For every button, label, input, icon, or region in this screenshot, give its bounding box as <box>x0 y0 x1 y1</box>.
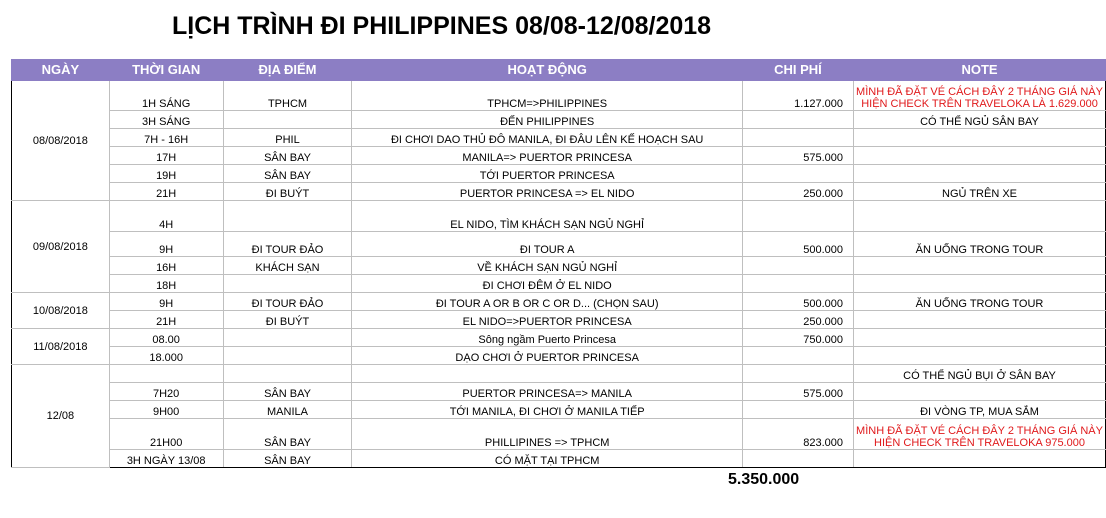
time-cell: 9H00 <box>109 401 223 419</box>
note-cell <box>854 165 1106 183</box>
time-cell: 18.000 <box>109 347 223 365</box>
note-cell <box>854 201 1106 232</box>
table-row <box>12 201 1106 232</box>
place-cell: ĐI TOUR ĐẢO <box>223 232 352 257</box>
cost-cell: 575.000 <box>742 147 853 165</box>
activity-cell: EL NIDO=>PUERTOR PRINCESA <box>352 311 742 329</box>
header-row <box>12 60 1106 81</box>
time-cell: 1H SÁNG <box>109 81 223 111</box>
place-cell <box>223 201 352 232</box>
activity-cell: CÓ MẶT TẠI TPHCM <box>352 450 742 468</box>
table-row <box>12 183 1106 201</box>
time-cell <box>109 365 223 383</box>
header-place: ĐỊA ĐIỂM <box>223 60 352 81</box>
note-cell: NGỦ TRÊN XE <box>854 183 1106 201</box>
time-cell: 9H <box>109 232 223 257</box>
table-row <box>12 257 1106 275</box>
header-activity: HOẠT ĐỘNG <box>352 60 742 81</box>
time-cell: 7H20 <box>109 383 223 401</box>
table-row <box>12 419 1106 450</box>
table-row <box>12 165 1106 183</box>
cost-cell <box>742 111 853 129</box>
cost-cell: 1.127.000 <box>742 81 853 111</box>
place-cell <box>223 329 352 347</box>
cost-cell: 250.000 <box>742 311 853 329</box>
place-cell <box>223 275 352 293</box>
activity-cell: ĐI CHƠI DAO THỦ ĐÔ MANILA, ĐI ĐÂU LÊN KẾ HOẠCH SAU <box>352 129 742 147</box>
date-cell: 12/08 <box>12 365 110 468</box>
cost-cell <box>742 129 853 147</box>
note-cell <box>854 383 1106 401</box>
activity-cell: Sông ngầm Puerto Princesa <box>352 329 742 347</box>
activity-cell: VỀ KHÁCH SẠN NGỦ NGHỈ <box>352 257 742 275</box>
schedule-table <box>11 59 1106 468</box>
activity-cell: ĐI CHƠI ĐÊM Ở EL NIDO <box>352 275 742 293</box>
table-row <box>12 401 1106 419</box>
activity-cell: TPHCM=>PHILIPPINES <box>352 81 742 111</box>
time-cell: 21H <box>109 311 223 329</box>
note-line: HIỆN CHECK TRÊN TRAVELOKA LÀ 1.629.000 <box>861 98 1098 110</box>
cost-cell: 250.000 <box>742 183 853 201</box>
cost-cell: 750.000 <box>742 329 853 347</box>
total-cost: 5.350.000 <box>728 471 800 488</box>
header-day: NGÀY <box>12 60 110 81</box>
time-cell: 3H NGÀY 13/08 <box>109 450 223 468</box>
time-cell: 21H00 <box>109 419 223 450</box>
note-cell <box>854 329 1106 347</box>
cost-cell: 500.000 <box>742 232 853 257</box>
note-cell: CÓ THỂ NGỦ SÂN BAY <box>854 111 1106 129</box>
note-cell: CÓ THỂ NGỦ BỤI Ở SÂN BAY <box>854 365 1106 383</box>
activity-cell: TỚI MANILA, ĐI CHƠI Ở MANILA TIẾP <box>352 401 742 419</box>
header-cost: CHI PHÍ <box>742 60 853 81</box>
activity-cell: EL NIDO, TÌM KHÁCH SẠN NGỦ NGHỈ <box>352 201 742 232</box>
note-line: MÌNH ĐÃ ĐẶT VÉ CÁCH ĐÂY 2 THÁNG GIÁ NÀY <box>856 86 1103 98</box>
cost-cell: 823.000 <box>742 419 853 450</box>
activity-cell: ĐI TOUR A <box>352 232 742 257</box>
time-cell: 19H <box>109 165 223 183</box>
cost-cell <box>742 201 853 232</box>
note-cell <box>854 129 1106 147</box>
date-cell: 10/08/2018 <box>12 293 110 329</box>
place-cell: SÂN BAY <box>223 419 352 450</box>
note-cell: ĂN UỐNG TRONG TOUR <box>854 293 1106 311</box>
time-cell: 9H <box>109 293 223 311</box>
place-cell: SÂN BAY <box>223 383 352 401</box>
cost-cell <box>742 257 853 275</box>
place-cell: PHIL <box>223 129 352 147</box>
note-cell <box>854 275 1106 293</box>
activity-cell: PHILLIPINES => TPHCM <box>352 419 742 450</box>
cost-cell <box>742 165 853 183</box>
time-cell: 17H <box>109 147 223 165</box>
table-row <box>12 311 1106 329</box>
time-cell: 3H SÁNG <box>109 111 223 129</box>
place-cell: ĐI BUÝT <box>223 183 352 201</box>
activity-cell: PUERTOR PRINCESA=> MANILA <box>352 383 742 401</box>
place-cell: KHÁCH SẠN <box>223 257 352 275</box>
table-row <box>12 450 1106 468</box>
note-cell <box>854 450 1106 468</box>
date-cell: 08/08/2018 <box>12 81 110 201</box>
header-note: NOTE <box>854 60 1106 81</box>
table-row <box>12 232 1106 257</box>
time-cell: 21H <box>109 183 223 201</box>
note-cell: ĐI VÒNG TP, MUA SẮM <box>854 401 1106 419</box>
cost-cell <box>742 275 853 293</box>
activity-cell: TỚI PUERTOR PRINCESA <box>352 165 742 183</box>
place-cell: TPHCM <box>223 81 352 111</box>
note-line: MÌNH ĐÃ ĐẶT VÉ CÁCH ĐÂY 2 THÁNG GIÁ NÀY <box>856 425 1103 437</box>
note-cell <box>854 347 1106 365</box>
activity-cell: PUERTOR PRINCESA => EL NIDO <box>352 183 742 201</box>
place-cell <box>223 347 352 365</box>
place-cell: SÂN BAY <box>223 147 352 165</box>
table-row <box>12 329 1106 347</box>
cost-cell <box>742 365 853 383</box>
cost-cell <box>742 450 853 468</box>
header-time: THỜI GIAN <box>109 60 223 81</box>
page-title: LỊCH TRÌNH ĐI PHILIPPINES 08/08-12/08/2018 <box>172 12 712 40</box>
table-row <box>12 347 1106 365</box>
table-row <box>12 275 1106 293</box>
activity-cell: DẠO CHƠI Ở PUERTOR PRINCESA <box>352 347 742 365</box>
time-cell: 08.00 <box>109 329 223 347</box>
activity-cell: MANILA=> PUERTOR PRINCESA <box>352 147 742 165</box>
cost-cell: 500.000 <box>742 293 853 311</box>
note-line: HIỆN CHECK TRÊN TRAVELOKA 975.000 <box>874 437 1085 449</box>
note-cell <box>854 147 1106 165</box>
table-row <box>12 111 1106 129</box>
note-cell <box>854 311 1106 329</box>
cost-cell <box>742 401 853 419</box>
table-row <box>12 365 1106 383</box>
note-cell: ĂN UỐNG TRONG TOUR <box>854 232 1106 257</box>
place-cell: SÂN BAY <box>223 165 352 183</box>
date-cell: 09/08/2018 <box>12 201 110 293</box>
note-cell <box>854 81 1106 111</box>
cost-cell: 575.000 <box>742 383 853 401</box>
place-cell: SÂN BAY <box>223 450 352 468</box>
note-cell <box>854 419 1106 450</box>
table-row <box>12 147 1106 165</box>
time-cell: 4H <box>109 201 223 232</box>
table-row <box>12 383 1106 401</box>
place-cell <box>223 365 352 383</box>
activity-cell <box>352 365 742 383</box>
activity-cell: ĐI TOUR A OR B OR C OR D... (CHỌN SAU) <box>352 293 742 311</box>
date-cell: 11/08/2018 <box>12 329 110 365</box>
time-cell: 7H - 16H <box>109 129 223 147</box>
table-row <box>12 81 1106 111</box>
activity-cell: ĐẾN PHILIPPINES <box>352 111 742 129</box>
cost-cell <box>742 347 853 365</box>
table-row <box>12 293 1106 311</box>
place-cell: MANILA <box>223 401 352 419</box>
time-cell: 18H <box>109 275 223 293</box>
place-cell: ĐI TOUR ĐẢO <box>223 293 352 311</box>
place-cell: ĐI BUÝT <box>223 311 352 329</box>
time-cell: 16H <box>109 257 223 275</box>
table-row <box>12 129 1106 147</box>
note-cell <box>854 257 1106 275</box>
place-cell <box>223 111 352 129</box>
